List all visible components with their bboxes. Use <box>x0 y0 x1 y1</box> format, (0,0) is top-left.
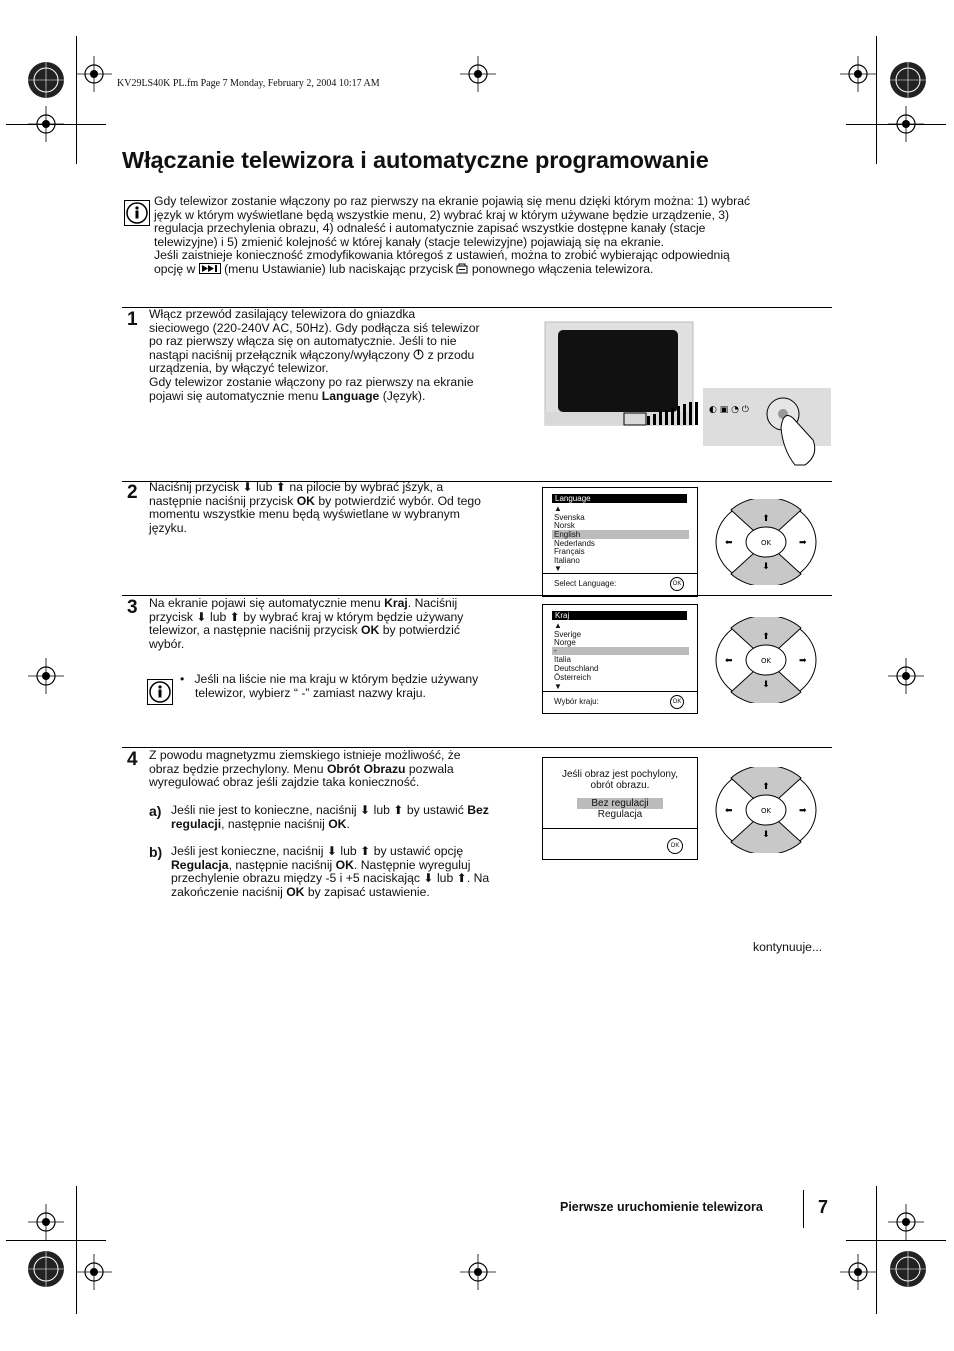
menu-divider <box>543 828 697 829</box>
text-part: by potwierdzić wybór. Od tego <box>318 493 481 508</box>
menu-item-selected: English <box>554 530 581 539</box>
text-part: lub <box>256 480 273 494</box>
menu-item: Deutschland <box>554 664 599 673</box>
crop-line <box>76 1186 77 1314</box>
ok-icon: OK <box>670 695 684 709</box>
intro-text <box>154 195 844 277</box>
country-menu-screen <box>542 604 698 714</box>
text-part: , następnie naciśnij <box>221 816 325 831</box>
ok-button-label: OK <box>760 539 772 547</box>
scroll-up-icon: ▲ <box>554 504 562 513</box>
text-line: momentu wszystkie menu będą wyświetlane w wybranym <box>149 507 460 522</box>
svg-text:⬇: ⬇ <box>762 561 770 571</box>
menu-option: Regulacja <box>597 809 643 820</box>
text-line <box>171 818 536 832</box>
text-line <box>149 481 534 495</box>
svg-text:➡: ➡ <box>799 537 807 547</box>
svg-text:◐ ▣ ◔ ⏻: ◐ ▣ ◔ ⏻ <box>709 405 749 415</box>
text-bold: Language <box>321 388 380 403</box>
scroll-down-icon: ▼ <box>554 682 562 691</box>
crop-line <box>846 124 946 125</box>
scroll-down-icon: ▼ <box>554 564 562 573</box>
crosshair-mark-icon <box>76 56 112 92</box>
arrow-up-icon: ⬆ <box>393 803 404 817</box>
step2-text <box>149 481 534 535</box>
ok-button-label: OK <box>760 807 772 815</box>
text-line: wybór. <box>149 636 185 651</box>
text-part: przechylenie obrazu między -5 i +5 naciskając <box>171 871 420 886</box>
menu-title: Kraj <box>552 611 687 620</box>
text-part: Jeśli jest konieczne, naciśnij <box>171 844 324 858</box>
scroll-up-icon: ▲ <box>554 621 562 630</box>
footer-section-title: Pierwsze uruchomienie telewizora <box>560 1200 763 1214</box>
text-bold: Kraj <box>384 596 408 610</box>
registration-mark-icon <box>26 1249 66 1289</box>
menu-item: Norge <box>554 638 576 647</box>
intro-line: język w którym wyświetlane będą wszystkie menu, 2) wybrać kraj w którym używane będzie urządzenie, 3) <box>154 207 730 222</box>
arrow-down-icon: ⬇ <box>326 844 338 858</box>
svg-text:⬅: ⬅ <box>725 537 733 547</box>
text-line <box>149 624 534 638</box>
menu-item: Sverige <box>554 630 582 639</box>
crosshair-mark-icon <box>840 1254 876 1290</box>
svg-text:⬇: ⬇ <box>762 679 770 689</box>
menu-line: Jeśli obraz jest pochylony, <box>562 769 678 780</box>
reset-button-icon <box>456 263 468 274</box>
text-bold: Obrót Obrazu <box>326 761 406 776</box>
step4b-text <box>171 845 536 899</box>
step-number: 4 <box>127 749 138 770</box>
text-bold: OK <box>328 816 347 831</box>
text-bold: Regulacja <box>171 857 229 872</box>
arrow-down-icon: ⬇ <box>196 609 207 624</box>
text-part: pojawi się automatycznie menu <box>149 388 319 403</box>
crop-line <box>876 1186 877 1314</box>
crosshair-mark-icon <box>840 56 876 92</box>
fast-forward-icon <box>199 263 221 274</box>
text-line: Z powodu magnetyzmu ziemskiego istnieje możliwość, że <box>149 748 461 762</box>
text-part: . Następnie wyreguluj <box>353 857 471 872</box>
file-info: KV29LS40K PL.fm Page 7 Monday, February 2, 2004 10:17 AM <box>117 78 380 89</box>
text-part: z przodu <box>427 347 475 362</box>
text-line <box>171 804 536 818</box>
text-part: lub <box>210 609 227 624</box>
text-part: pozwala <box>408 761 454 776</box>
power-icon <box>413 349 424 360</box>
tv-illustration <box>543 320 833 468</box>
svg-text:⬇: ⬇ <box>762 829 770 839</box>
svg-text:⬅: ⬅ <box>725 655 733 665</box>
text-line: Włącz przewód zasilający telewizora do gniazdka <box>149 307 416 321</box>
text-part: lub <box>340 844 357 858</box>
text-part: Jeśli na liście nie ma kraju w którym będzie używany <box>194 672 479 686</box>
text-bold: Bez <box>467 803 489 817</box>
crosshair-mark-icon <box>76 1254 112 1290</box>
arrow-down-icon: ⬇ <box>423 871 434 886</box>
ok-icon: OK <box>670 577 684 591</box>
info-icon <box>147 679 173 705</box>
text-line <box>149 763 534 777</box>
text-line <box>149 349 534 363</box>
text-line: urządzenia, by włączyć telewizor. <box>149 361 329 376</box>
sub-label: b) <box>149 844 163 860</box>
text-line: języku. <box>149 520 187 535</box>
step3-text <box>149 597 534 651</box>
text-part: Na ekranie pojawi się automatycznie menu <box>149 596 381 610</box>
text-part: zakończenie naciśnij <box>171 884 283 899</box>
text-line <box>171 886 536 900</box>
intro-text-part: ponownego włączenia telewizora. <box>471 261 654 276</box>
remote-navigation-pad <box>715 767 817 853</box>
crop-line <box>6 124 106 125</box>
text-part: Naciśnij przycisk <box>149 480 240 494</box>
intro-text-part: opcję w <box>154 261 196 276</box>
menu-footer: Wybór kraju: <box>554 697 599 706</box>
page-title: Włączanie telewizora i automatyczne programowanie <box>122 147 709 173</box>
menu-divider <box>543 691 697 692</box>
text-part: przycisk <box>149 609 194 624</box>
text-part: by zapisać ustawienie. <box>307 884 430 899</box>
text-part: . <box>346 816 350 831</box>
step-number: 3 <box>127 597 138 618</box>
step1-text <box>149 308 534 403</box>
text-part: , następnie naciśnij <box>228 857 333 872</box>
svg-text:⬅: ⬅ <box>725 805 733 815</box>
menu-title: Language <box>552 494 687 503</box>
menu-item: Italia <box>554 655 571 664</box>
step-number: 1 <box>127 309 138 330</box>
page-number: 7 <box>818 1197 829 1217</box>
svg-text:⬆: ⬆ <box>762 513 770 523</box>
step4-text <box>149 749 534 790</box>
menu-item: Norsk <box>554 521 575 530</box>
arrow-up-icon: ⬆ <box>360 844 371 858</box>
bullet: • <box>180 672 185 686</box>
ok-icon: OK <box>667 838 683 854</box>
intro-text-part: (menu Ustawianie) lub naciskając przycisk <box>224 261 454 276</box>
text-part: lub <box>436 871 454 886</box>
text-part: telewizor, a następnie naciśnij przycisk <box>149 623 358 638</box>
text-bold: regulacji <box>171 816 222 831</box>
text-line: sieciowego (220-240V AC, 50Hz). Gdy podłącza siś telewizor <box>149 320 480 335</box>
crop-line <box>76 36 77 164</box>
text-line <box>149 495 534 509</box>
intro-line: regulacja przechylenia obrazu, 4) odnaleść i automatycznie zapisać wszystkie dostępne kanały (stacje <box>154 221 706 236</box>
language-menu-screen <box>542 487 698 597</box>
menu-item: Français <box>554 547 585 556</box>
tilt-menu-screen <box>542 757 698 860</box>
text-part: . Naciśnij <box>407 596 458 610</box>
text-part: (Język). <box>382 388 426 403</box>
text-line: wyregulować obraz jeśli zajdzie taka konieczność. <box>149 775 420 790</box>
arrow-down-icon: ⬇ <box>242 480 253 494</box>
sub-label: a) <box>149 803 162 819</box>
crop-line <box>876 36 877 164</box>
menu-item: Italiano <box>554 556 580 565</box>
crosshair-mark-icon <box>888 1204 924 1240</box>
text-part: by wybrać kraj w którym będzie używany <box>243 609 464 624</box>
intro-line: Jeśli zaistnieje konieczność zmodyfikowania któregoś z ustawień, można to zrobić wybierając odpowiednią <box>154 248 730 263</box>
text-bold: OK <box>286 884 305 899</box>
text-part: Jeśli nie jest to konieczne, naciśnij <box>171 803 357 817</box>
crosshair-mark-icon <box>28 658 64 694</box>
intro-line: Gdy telewizor zostanie włączony po raz pierwszy na ekranie pojawią się menu dzięki którym można: 1) wybrać <box>154 194 751 208</box>
svg-text:➡: ➡ <box>799 805 807 815</box>
menu-item: Österreich <box>554 673 591 682</box>
text-part: obraz będzie przechylony. Menu <box>149 761 324 776</box>
registration-mark-icon <box>26 60 66 100</box>
continues-label: kontynuuje... <box>753 940 823 954</box>
registration-mark-icon <box>888 1249 928 1289</box>
text-line <box>171 845 536 859</box>
text-part: by ustawić <box>406 803 464 817</box>
text-bold: OK <box>335 857 354 872</box>
text-part: lub <box>373 803 390 817</box>
text-part: by potwierdzić <box>382 623 460 638</box>
arrow-down-icon: ⬇ <box>360 803 371 817</box>
crosshair-mark-icon <box>888 658 924 694</box>
svg-text:⬆: ⬆ <box>762 781 770 791</box>
text-line <box>171 872 536 886</box>
text-part: by ustawić opcję <box>373 844 464 858</box>
text-line <box>149 597 534 611</box>
step-number: 2 <box>127 482 138 503</box>
menu-divider <box>543 573 697 574</box>
intro-line-last <box>154 263 844 277</box>
text-bold: OK <box>296 493 315 508</box>
crosshair-mark-icon <box>28 1204 64 1240</box>
svg-text:⬆: ⬆ <box>762 631 770 641</box>
arrow-up-icon: ⬆ <box>275 480 286 494</box>
text-line <box>180 673 535 687</box>
step3-note <box>180 673 535 700</box>
crosshair-mark-icon <box>460 1254 496 1290</box>
crop-line <box>6 1240 106 1241</box>
menu-item-selected: - <box>554 646 557 655</box>
menu-item: Svenska <box>554 513 585 522</box>
ok-button-label: OK <box>760 657 772 665</box>
text-line <box>149 611 534 625</box>
svg-text:➡: ➡ <box>799 655 807 665</box>
text-line <box>149 390 534 404</box>
info-icon <box>124 200 150 226</box>
arrow-up-icon: ⬆ <box>456 871 467 886</box>
remote-navigation-pad <box>715 499 817 585</box>
text-part: . Na <box>466 871 490 886</box>
registration-mark-icon <box>888 60 928 100</box>
remote-navigation-pad <box>715 617 817 703</box>
text-bold: OK <box>361 623 380 638</box>
arrow-up-icon: ⬆ <box>229 609 240 624</box>
text-line: Gdy telewizor zostanie włączony po raz pierwszy na ekranie <box>149 374 474 389</box>
menu-line: obrót obrazu. <box>590 780 650 791</box>
menu-footer: Select Language: <box>554 579 617 588</box>
menu-option-selected: Bez regulacji <box>591 798 649 809</box>
footer-divider <box>803 1190 804 1228</box>
step4a-text <box>171 804 536 831</box>
menu-highlight <box>552 647 689 655</box>
text-line <box>171 859 536 873</box>
text-line: telewizor, wybierz “ -” zamiast nazwy kraju. <box>195 685 426 700</box>
menu-item: Nederlands <box>554 539 595 548</box>
crosshair-mark-icon <box>460 56 496 92</box>
crop-line <box>846 1240 946 1241</box>
text-part: na pilocie by wybrać jśzyk, a <box>289 480 444 494</box>
intro-line: telewizyjne) i 5) zmienić kolejność w której kanały (stacje telewizyjne) pojawiają się na ekranie. <box>154 234 665 249</box>
text-part: nastąpi naciśnij przełącznik włączony/wyłączony <box>149 347 410 362</box>
text-line: po raz pierwszy włącza się on automatycznie. Jeśli to nie <box>149 334 457 349</box>
text-part: następnie naciśnij przycisk <box>149 493 294 508</box>
